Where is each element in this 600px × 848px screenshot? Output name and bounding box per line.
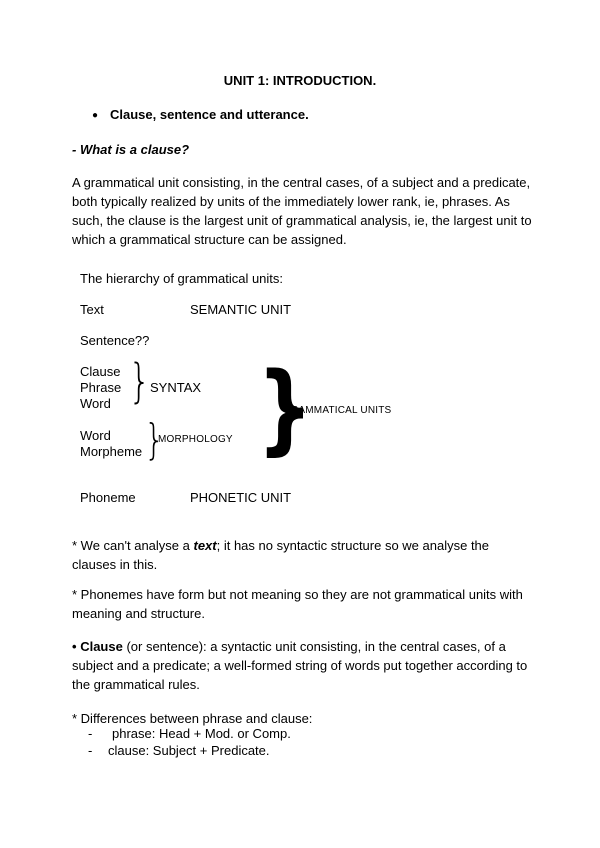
section-heading-text: Clause, sentence and utterance.	[110, 107, 309, 122]
clause-definition-paragraph: A grammatical unit consisting, in the central cases, of a subject and a predicate, both typically realized by units of the immediately lower rank, ie, phrases. As such, the clause is the largest unit of grammatical analysis, ie, the largest unit to which a grammatical structure can be assigned.	[72, 175, 532, 247]
figure-syntax-label: SYNTAX	[150, 380, 202, 395]
figure-text-label: Text	[80, 302, 104, 317]
grammatical-units-brace-icon: }	[256, 352, 313, 466]
list-item-text: clause: Subject + Predicate.	[108, 743, 270, 758]
list-dash: -	[88, 726, 93, 741]
morphology-brace-icon: }	[144, 415, 165, 464]
list-dash: -	[88, 743, 93, 758]
clause-definition-rest: (or sentence): a syntactic unit consisting, in the central cases, of a subject and a predicate; a well-formed string of words put together according to the grammatical rules.	[72, 639, 528, 692]
note-text-before: * We can't analyse a	[72, 538, 194, 553]
document-title: UNIT 1: INTRODUCTION.	[223, 73, 377, 88]
figure-phonetic-unit: PHONETIC UNIT	[190, 490, 292, 505]
bullet-dot-icon: ●	[92, 110, 99, 121]
clause-bullet-icon: •	[72, 639, 77, 654]
figure-phoneme-label: Phoneme	[80, 490, 136, 505]
differences-heading: * Differences between phrase and clause:	[72, 711, 313, 726]
figure-morphology-item: Word	[80, 428, 111, 443]
list-item	[88, 726, 291, 741]
figure-morphology-item: Morpheme	[80, 444, 143, 459]
clause-term: Clause	[80, 639, 123, 654]
note-text-after: ; it has no syntactic structure so we analyse the clauses in this.	[72, 538, 490, 572]
figure-syntax-item: Phrase	[80, 380, 122, 395]
note-text-paragraph	[72, 536, 532, 574]
figure-semantic-unit: SEMANTIC UNIT	[190, 302, 292, 317]
figure-grammatical-units: GRAMMATICAL UNITS	[283, 405, 392, 416]
syntax-brace-icon: }	[128, 354, 151, 408]
question-heading: - What is a clause?	[72, 142, 190, 157]
note-phonemes-paragraph: * Phonemes have form but not meaning so they are not grammatical units with meaning and structure.	[72, 587, 523, 621]
list-item-text: phrase: Head + Mod. or Comp.	[112, 726, 291, 741]
figure-title: The hierarchy of grammatical units:	[80, 271, 284, 286]
list-item	[88, 743, 270, 758]
figure-sentence-label: Sentence??	[80, 333, 150, 348]
figure-morphology-label: MORPHOLOGY	[158, 434, 233, 445]
section-heading	[92, 107, 309, 122]
figure-syntax-item: Word	[80, 396, 111, 411]
note-text-emphasis: text	[193, 538, 217, 553]
figure-syntax-item: Clause	[80, 364, 121, 379]
clause-definition-bullet	[72, 637, 532, 694]
